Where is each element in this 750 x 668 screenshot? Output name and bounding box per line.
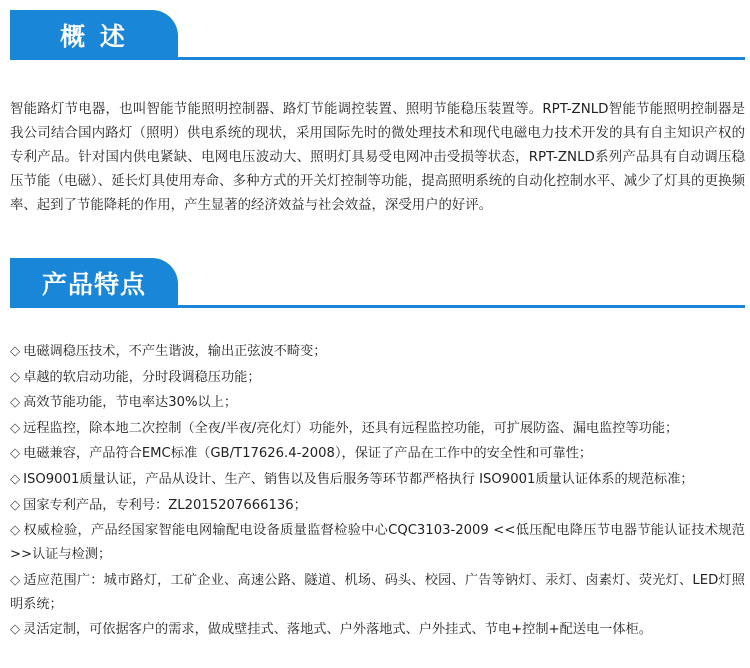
feature-item-text: 国家专利产品，专利号：ZL2015207666136；	[23, 497, 307, 513]
feature-item-text: 卓越的软启动功能，分时段调稳压功能；	[23, 369, 261, 385]
diamond-bullet-icon: ◇	[10, 446, 21, 462]
feature-item	[10, 340, 745, 364]
feature-item-text: 高效节能功能，节电率达30%以上；	[23, 395, 238, 411]
feature-item-text: 适应范围广：城市路灯，工矿企业、高速公路、隧道、机场、码头、校园、广告等钠灯、汞灯、卤素灯、荧光灯、LED灯照明系统；	[10, 572, 745, 612]
diamond-bullet-icon: ◇	[10, 523, 21, 539]
feature-item-text: 电磁兼容，产品符合EMC标准（GB/T17626.4-2008），保证了产品在工作中的安全性和可靠性；	[23, 446, 593, 462]
overview-title: 概 述	[60, 22, 128, 51]
feature-item	[10, 519, 745, 567]
diamond-bullet-icon: ◇	[10, 471, 21, 487]
diamond-bullet-icon: ◇	[10, 420, 21, 436]
diamond-bullet-icon: ◇	[10, 395, 21, 411]
feature-item	[10, 618, 745, 642]
feature-item	[10, 366, 745, 390]
diamond-bullet-icon: ◇	[10, 622, 21, 638]
features-header-divider	[10, 305, 745, 308]
overview-section-header	[10, 10, 745, 60]
features-title-tab	[10, 258, 178, 308]
overview-paragraph: 智能路灯节电器，也叫智能节能照明控制器、路灯节能调控装置、照明节能稳压装置等。RPT-ZNLD智能节能照明控制器是我公司结合国内路灯（照明）供电系统的现状，采用国际先时的微处理技术和现代电磁电力技术开发的具有自主知识产权的专利产品。针对国内供电紧缺、电网电压波动大、照明灯具易受电网冲击受损等状态，RPT-ZNLD系列产品具有自动调压稳压节能（电磁）、延长灯具使用寿命、多种方式的开关灯控制等功能，提高照明系统的自动化控制水平、减少了灯具的更换频率、起到了节能降耗的作用，产生显著的经济效益与社会效益，深受用户的好评。	[10, 102, 745, 213]
features-title: 产品特点	[41, 270, 146, 299]
features-section-header	[10, 258, 745, 308]
overview-header-divider	[10, 57, 745, 60]
diamond-bullet-icon: ◇	[10, 572, 21, 588]
feature-item-text: 电磁调稳压技术，不产生谐波，输出正弦波不畸变；	[23, 344, 327, 359]
features-list	[10, 340, 745, 644]
feature-item-text: 权威检验，产品经国家智能电网输配电设备质量监督检验中心CQC3103-2009 <<低压配电降压节电器节能认证技术规范>>认证与检测；	[10, 523, 745, 563]
feature-item	[10, 442, 745, 466]
feature-item-text: 灵活定制，可依据客户的需求，做成壁挂式、落地式、户外落地式、户外挂式、节电+控制+配送电一体柜。	[23, 622, 652, 638]
feature-item-text: ISO9001质量认证，产品从设计、生产、销售以及售后服务等环节都严格执行 ISO9001质量认证体系的规范标准；	[23, 471, 694, 487]
feature-item	[10, 391, 745, 415]
feature-item	[10, 569, 745, 617]
feature-item	[10, 468, 745, 492]
feature-item-text: 远程监控，除本地二次控制（全夜/半夜/亮化灯）功能外，还具有远程监控功能，可扩展防盗、漏电监控等功能；	[23, 420, 679, 436]
feature-item	[10, 417, 745, 441]
feature-item	[10, 494, 745, 518]
diamond-bullet-icon: ◇	[10, 344, 21, 359]
diamond-bullet-icon: ◇	[10, 497, 21, 513]
overview-title-tab	[10, 10, 178, 60]
diamond-bullet-icon: ◇	[10, 369, 21, 385]
